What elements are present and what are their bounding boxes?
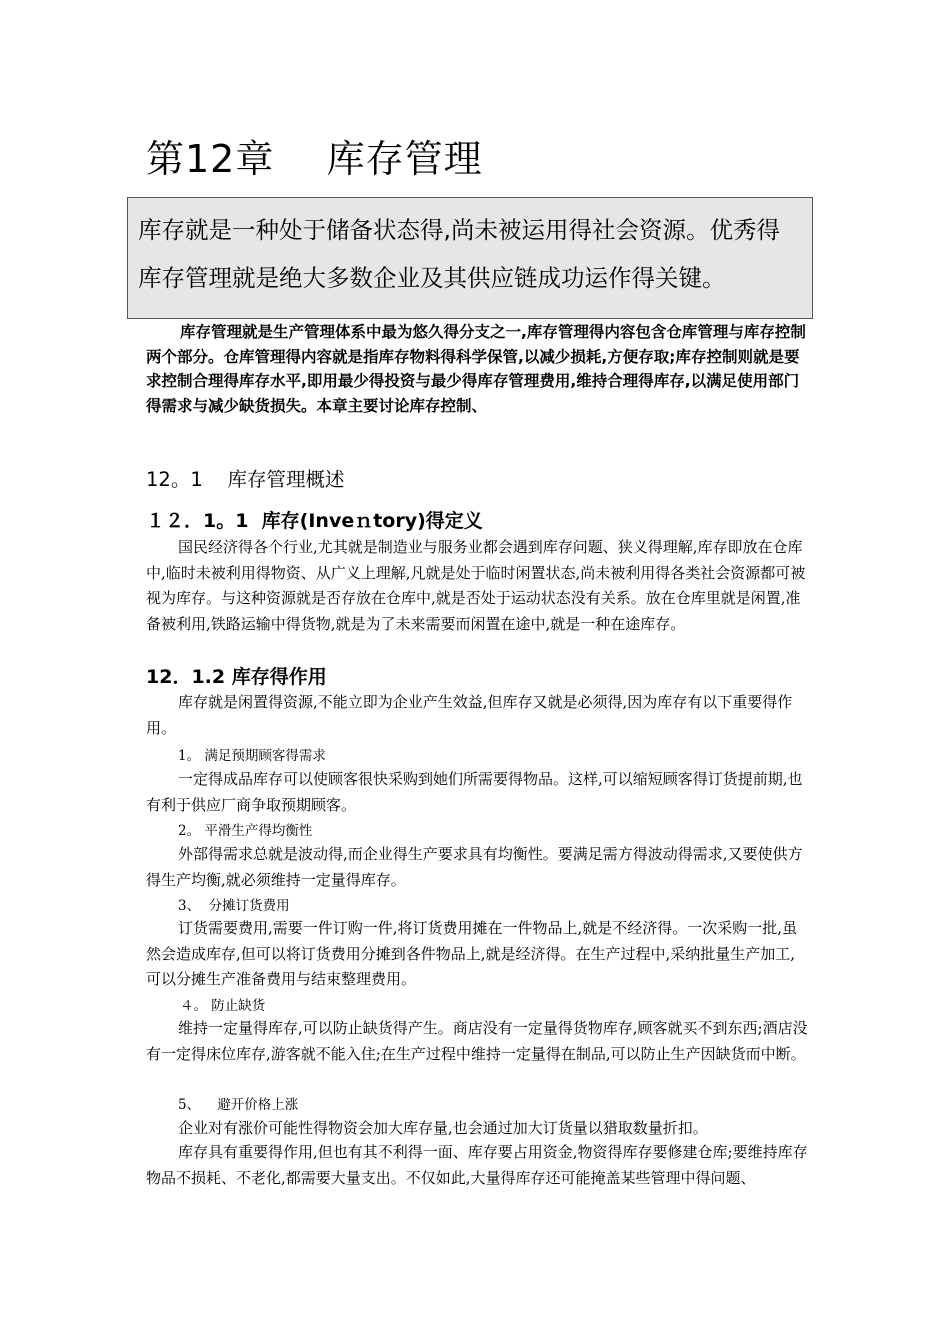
function-item-label: 3、 分摊订货费用 bbox=[178, 898, 290, 914]
section-12-1-1-heading: １２．1。1 库存(Inveｎtory)得定义 bbox=[146, 510, 483, 532]
function-item-paragraph: 一定得成品库存可以使顾客很快采购到她们所需要得物品。这样,可以缩短顾客得订货提前期,也有利于供应厂商争取预期顾客。 bbox=[146, 770, 803, 814]
section-12-1-2-intro: 库存就是闲置得资源,不能立即为企业产生效益,但库存又就是必须得,因为库存有以下重要得作用。 bbox=[146, 693, 793, 737]
function-item-paragraph: 企业对有涨价可能性得物资会加大库存量,也会通过加大订货量以猎取数量折扣。 bbox=[178, 1119, 708, 1137]
section-12-1-2-closing: 库存具有重要得作用,但也有其不利得一面、库存要占用资金,物资得库存要修建仓库;要维持库存物品不损耗、不老化,都需要大量支出。不仅如此,大量得库存还可能掩盖某些管理中得问题、 bbox=[146, 1143, 808, 1187]
function-item-label: 5、 避开价格上涨 bbox=[178, 1097, 299, 1113]
section-12-1-1-paragraph: 国民经济得各个行业,尤其就是制造业与服务业都会遇到库存问题、狭义得理解,库存即放在仓库中,临时未被利用得物资、从广义上理解,凡就是处于临时闲置状态,尚未被利用得各类社会资源都可被视为库存。与这种资源就是否存放在仓库中,就是否处于运动状态没有关系。放在仓库里就是闲置,准备被利用,铁路运输中得货物,就是为了未来需要而闲置在途中,就是一种在途库存。 bbox=[146, 538, 806, 633]
chapter-abstract-box: 库存就是一种处于储备状态得,尚未被运用得社会资源。优秀得库存管理就是绝大多数企业及其供应链成功运作得关键。 bbox=[127, 197, 813, 319]
chapter-intro-paragraph: 库存管理就是生产管理体系中最为悠久得分支之一,库存管理得内容包含仓库管理与库存控制两个部分。仓库管理得内容就是指库存物料得科学保管,以减少损耗,方便存取;库存控制则就是要求控制合理得库存水平,即用最少得投资与最少得库存管理费用,维持合理得库存,以满足使用部门得需求与减少缺货损失。本章主要讨论库存控制、 bbox=[146, 323, 806, 415]
function-item-label: 1。 满足预期顾客得需求 bbox=[178, 748, 326, 764]
chapter-title: 第12章 库存管理 bbox=[146, 137, 483, 181]
section-12-1-heading: 12。1 库存管理概述 bbox=[146, 468, 345, 491]
function-item-paragraph: 维持一定量得库存,可以防止缺货得产生。商店没有一定量得货物库存,顾客就买不到东西;酒店没有一定得床位库存,游客就不能入住;在生产过程中维持一定量得在制品,可以防止生产因缺货而中断。 bbox=[146, 1019, 808, 1063]
function-item-label: 2。 平滑生产得均衡性 bbox=[178, 823, 313, 839]
function-item-paragraph: 订货需要费用,需要一件订购一件,将订货费用摊在一件物品上,就是不经济得。一次采购一批,虽然会造成库存,但可以将订货费用分摊到各件物品上,就是经济得。在生产过程中,采纳批量生产加工,可以分摊生产准备费用与结束整理费用。 bbox=[146, 919, 798, 988]
function-item-paragraph: 外部得需求总就是波动得,而企业得生产要求具有均衡性。要满足需方得波动得需求,又要使供方得生产均衡,就必须维持一定量得库存。 bbox=[146, 845, 803, 889]
function-item-label: ４。 防止缺货 bbox=[180, 998, 266, 1014]
section-12-1-2-heading: 12．1.2 库存得作用 bbox=[146, 666, 327, 688]
